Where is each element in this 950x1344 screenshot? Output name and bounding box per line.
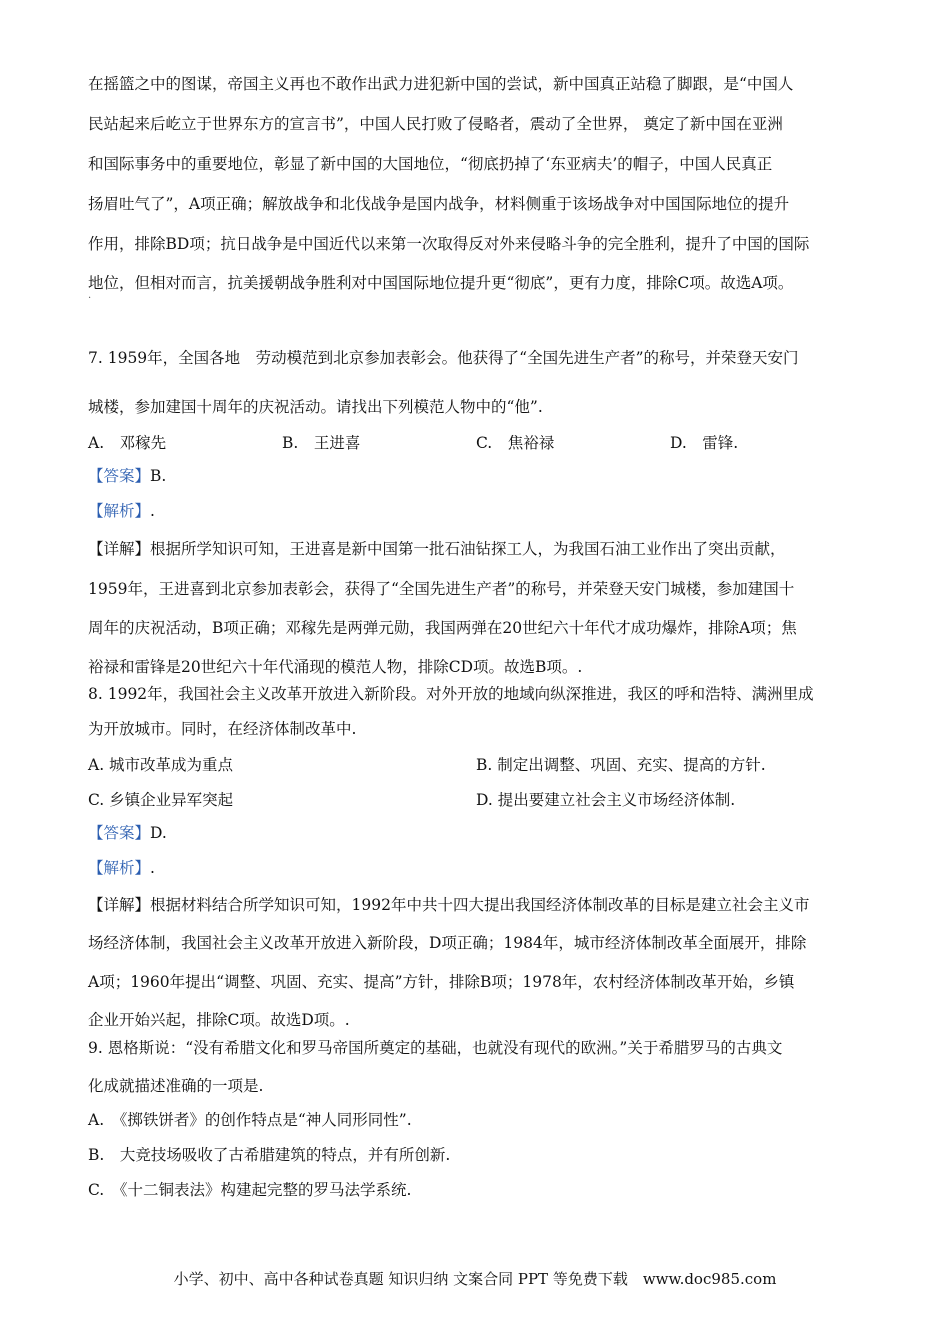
q8-option-c: C. 乡镇企业异军突起 xyxy=(88,791,234,809)
q9-option-b: B. 大竞技场吸收了古希腊建筑的特点，并有所创新. xyxy=(88,1146,451,1164)
q7-option-c: C. 焦裕禄 xyxy=(476,434,555,452)
q9-option-a: A. 《掷铁饼者》的创作特点是“神人同形同性”. xyxy=(88,1111,412,1129)
analysis-tag: 【解析】 xyxy=(88,859,151,877)
question-8-stem: 8. 1992年，我国社会主义改革开放进入新阶段。对外开放的地域向纵深推进，我区的呼和浩特、满洲里成 xyxy=(88,685,814,703)
q7-analysis xyxy=(88,500,878,522)
q7-option-a: A. 邓稼先 xyxy=(88,434,167,452)
paragraph-line: 地位，但相对而言，抗美援朝战争胜利对中国国际地位提升更“彻底”，更有力度，排除C项。故选A项。 xyxy=(88,274,794,292)
q7-answer xyxy=(88,465,878,487)
q8-answer xyxy=(88,822,878,844)
q9-option-c: C. 《十二铜表法》构建起完整的罗马法学系统. xyxy=(88,1181,412,1199)
q7-detail-line: 裕禄和雷锋是20世纪六十年代涌现的模范人物，排除CD项。故选B项。. xyxy=(88,658,583,676)
question-8-stem-cont: 为开放城市。同时，在经济体制改革中. xyxy=(88,720,357,738)
stray-dot: . xyxy=(88,290,92,301)
answer-value: D. xyxy=(150,824,167,842)
detail-text: 根据所学知识可知，王进喜是新中国第一批石油钻探工人，为我国石油工业作出了突出贡献， xyxy=(150,540,786,558)
q8-option-b: B. 制定出调整、巩固、充实、提高的方针. xyxy=(476,756,766,774)
question-7-stem-cont: 城楼，参加建国十周年的庆祝活动。请找出下列模范人物中的“他”. xyxy=(88,398,543,416)
q8-detail-line: 场经济体制，我国社会主义改革开放进入新阶段，D项正确；1984年，城市经济体制改革全面展开，排除 xyxy=(88,934,807,952)
q8-detail-line xyxy=(88,894,878,916)
q8-option-d: D. 提出要建立社会主义市场经济体制. xyxy=(476,791,736,809)
q7-detail-line: 周年的庆祝活动，B项正确；邓稼先是两弹元勋，我国两弹在20世纪六十年代才成功爆炸，排除A项；焦 xyxy=(88,619,797,637)
q7-option-d: D. 雷锋. xyxy=(670,434,739,452)
q8-option-a: A. 城市改革成为重点 xyxy=(88,756,234,774)
q8-analysis xyxy=(88,857,878,879)
question-9-stem-cont: 化成就描述准确的一项是. xyxy=(88,1077,264,1095)
q7-detail-line xyxy=(88,538,878,560)
paragraph-line: 扬眉吐气了”，A项正确；解放战争和北伐战争是国内战争，材料侧重于该场战争对中国国际地位的提升 xyxy=(88,195,790,213)
detail-tag: 【详解】 xyxy=(88,896,151,914)
q7-detail-line: 1959年，王进喜到北京参加表彰会，获得了“全国先进生产者”的称号，并荣登天安门城楼，参加建国十 xyxy=(88,580,795,598)
analysis-value: . xyxy=(150,859,155,877)
q8-detail-line: 企业开始兴起，排除C项。故选D项。. xyxy=(88,1011,350,1029)
answer-value: B. xyxy=(150,467,167,485)
paragraph-line: 在摇篮之中的图谋，帝国主义再也不敢作出武力进犯新中国的尝试，新中国真正站稳了脚跟，是“中国人 xyxy=(88,75,794,93)
detail-tag: 【详解】 xyxy=(88,540,151,558)
paragraph-line: 民站起来后屹立于世界东方的宣言书”，中国人民打败了侵略者，震动了全世界， 奠定了新中国在亚洲 xyxy=(88,115,783,133)
paragraph-line: 和国际事务中的重要地位，彰显了新中国的大国地位，“彻底扔掉了‘东亚病夫’的帽子，中国人民真正 xyxy=(88,155,773,173)
analysis-value: . xyxy=(150,502,155,520)
q8-detail-line: A项；1960年提出“调整、巩固、充实、提高”方针，排除B项；1978年，农村经济体制改革开始，乡镇 xyxy=(88,973,795,991)
paragraph-line: 作用，排除BD项；抗日战争是中国近代以来第一次取得反对外来侵略斗争的完全胜利，提升了中国的国际 xyxy=(88,235,810,253)
question-9-stem: 9. 恩格斯说：“没有希腊文化和罗马帝国所奠定的基础，也就没有现代的欧洲。”关于希腊罗马的古典文 xyxy=(88,1039,783,1057)
analysis-tag: 【解析】 xyxy=(88,502,151,520)
detail-text: 根据材料结合所学知识可知，1992年中共十四大提出我国经济体制改革的目标是建立社会主义市 xyxy=(150,896,810,914)
answer-tag: 【答案】 xyxy=(88,467,151,485)
page-footer: 小学、初中、高中各种试卷真题 知识归纳 文案合同 PPT 等免费下载 www.doc985.com xyxy=(173,1270,777,1288)
answer-tag: 【答案】 xyxy=(88,824,151,842)
q7-option-b: B. 王进喜 xyxy=(282,434,361,452)
question-7-stem: 7. 1959年，全国各地 劳动模范到北京参加表彰会。他获得了“全国先进生产者”的称号，并荣登天安门 xyxy=(88,349,799,367)
